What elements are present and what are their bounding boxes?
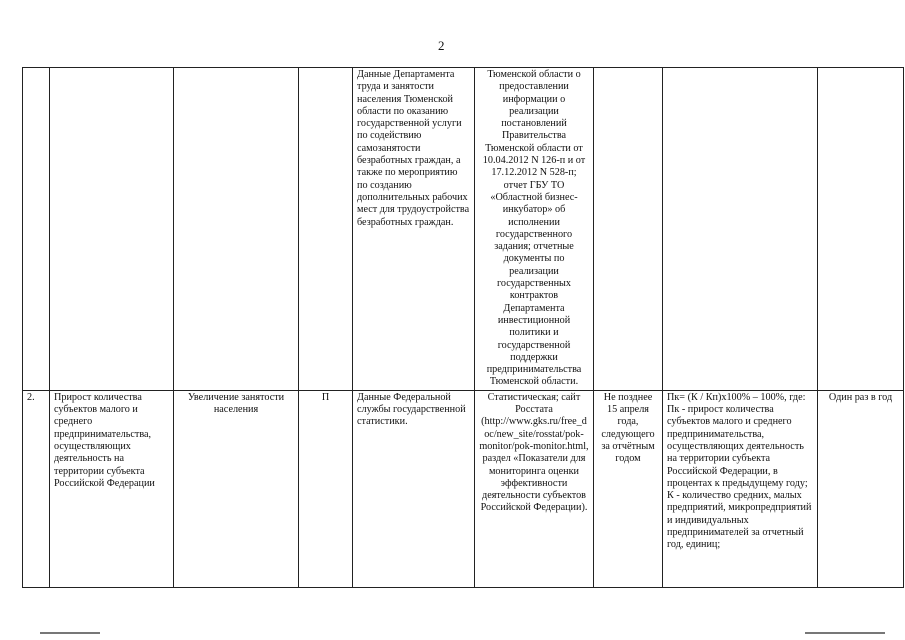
page-number: 2 bbox=[438, 38, 445, 53]
cell-number bbox=[23, 68, 50, 391]
scan-artifact bbox=[40, 632, 100, 634]
table-row bbox=[23, 68, 904, 391]
cell-source: Данные Федеральной службы государственной статистики. bbox=[353, 390, 475, 587]
cell-type bbox=[299, 68, 353, 391]
cell-formula: Пк= (К / Кп)х100% – 100%, где: Пк - прирост количества субъектов малого и среднего предпринимательства, осуществляющих деятельность на территории субъекта Российской Федерации, в процентах к предыдущему году; К - количество средних, малых предприятий, микропредприятий и индивидуальных предпринимателей за отчетный год, единиц; bbox=[663, 390, 818, 587]
cell-goal bbox=[174, 68, 299, 391]
scan-artifact bbox=[805, 632, 885, 634]
cell-type: П bbox=[299, 390, 353, 587]
indicators-table bbox=[22, 67, 904, 588]
cell-deadline bbox=[594, 68, 663, 391]
cell-formula bbox=[663, 68, 818, 391]
cell-indicator bbox=[50, 68, 174, 391]
cell-frequency: Один раз в год bbox=[818, 390, 904, 587]
cell-indicator: Прирост количества субъектов малого и среднего предпринимательства, осуществляющих деятельность на территории субъекта Российской Федерации bbox=[50, 390, 174, 587]
cell-deadline: Не позднее 15 апреля года, следующего за отчётным годом bbox=[594, 390, 663, 587]
cell-frequency bbox=[818, 68, 904, 391]
cell-documents: Статистическая; сайт Росстата (http://www.gks.ru/free_doc/new_site/rosstat/pok-monitor/pok-monitor.html, раздел «Показатели для мониторинга оценки эффективности деятельности субъектов Российской Федерации). bbox=[475, 390, 594, 587]
table-row bbox=[23, 390, 904, 587]
cell-documents: Тюменской области о предоставлении информации о реализации постановлений Правительства Тюменской области от 10.04.2012 N 126-п и от 17.12.2012 N 528-п; отчет ГБУ ТО «Областной бизнес-инкубатор» об исполнении государственного задания; отчетные документы по реализации государственных контрактов Департамента инвестиционной политики и государственной поддержки предпринимательства Тюменской области. bbox=[475, 68, 594, 391]
cell-number: 2. bbox=[23, 390, 50, 587]
cell-goal: Увеличение занятости населения bbox=[174, 390, 299, 587]
cell-source: Данные Департамента труда и занятости населения Тюменской области по оказанию государственной услуги по содействию самозанятости безработных граждан, а также по мероприятию по созданию дополнительных рабочих мест для трудоустройства безработных граждан. bbox=[353, 68, 475, 391]
